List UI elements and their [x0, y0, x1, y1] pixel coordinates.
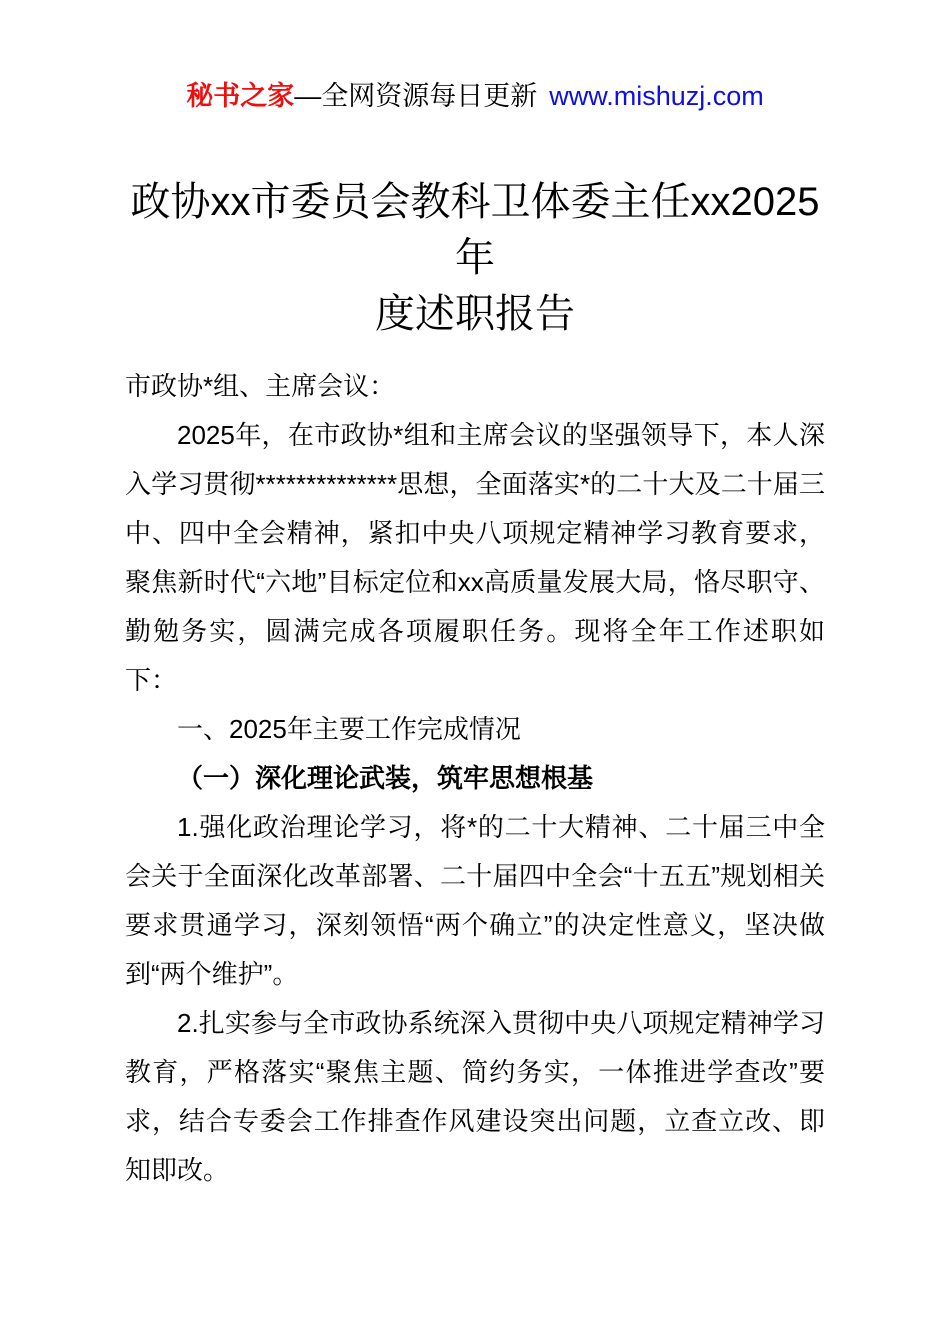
salutation: 市政协*组、主席会议： [125, 371, 396, 401]
site-url-link[interactable]: www.mishuzj.com [549, 81, 764, 111]
site-name: 秘书之家 [186, 81, 295, 111]
document-title-line-1: 政协xx市委员会教科卫体委主任xx2025年 [130, 180, 820, 280]
site-header [125, 76, 825, 116]
document-title [125, 174, 825, 342]
paragraph: 2.扎实参与全市政协系统深入贯彻中央八项规定精神学习教育，严格落实“聚焦主题、简约务实，一体推进学查改”要求，结合专委会工作排查作风建设突出问题，立查立改、即知即改。 [125, 1008, 825, 1185]
header-dash: — [294, 81, 322, 111]
header-tagline: 全网资源每日更新 [321, 81, 538, 111]
document-title-line-2: 度述职报告 [375, 292, 575, 336]
paragraph: 1.强化政治理论学习，将*的二十大精神、二十届三中全会关于全面深化改革部署、二十届四中全会“十五五”规划相关要求贯通学习，深刻领悟“两个确立”的决定性意义，坚决做到“两个维护”。 [125, 812, 825, 989]
document-body [125, 362, 825, 1195]
subsection-heading: （一）深化理论武装，筑牢思想根基 [177, 763, 594, 793]
section-heading: 一、2025年主要工作完成情况 [177, 714, 521, 744]
paragraph: 2025年，在市政协*组和主席会议的坚强领导下，本人深入学习贯彻**************思想，全面落实*的二十大及二十届三中、四中全会精神，紧扣中央八项规定精神学习教育要求，聚焦新时代“六地”目标定位和xx高质量发展大局，恪尽职守、勤勉务实，圆满完成各项履职任务。现将全年工作述职如下： [125, 420, 825, 695]
